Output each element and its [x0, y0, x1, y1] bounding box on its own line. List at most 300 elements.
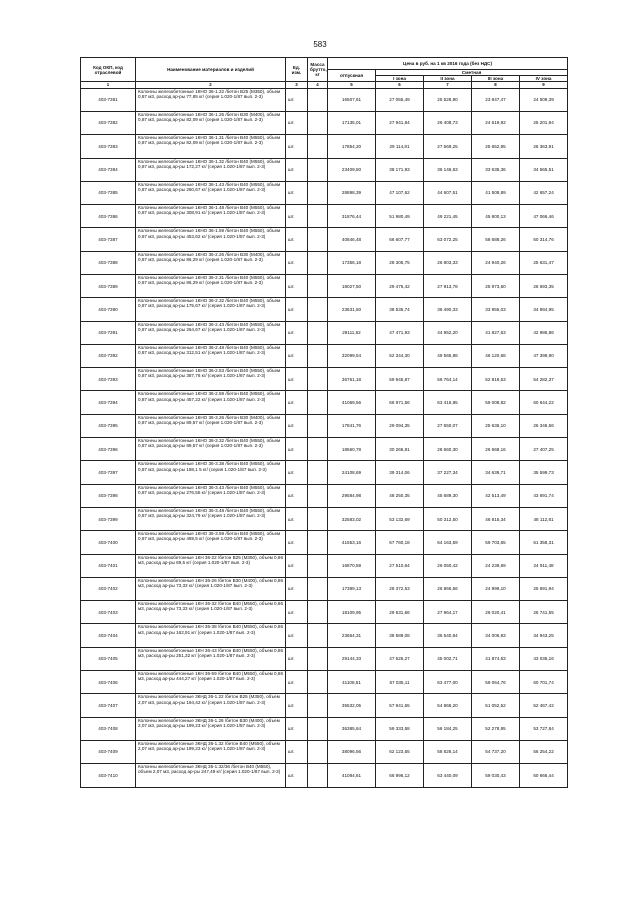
- row-unit: шт.: [286, 414, 308, 437]
- row-zone3-price: 26 668,16: [472, 438, 520, 461]
- row-mass: [308, 694, 328, 717]
- header-zone2: II зона: [424, 76, 472, 82]
- header-zone4: IV зона: [520, 76, 568, 82]
- row-zone4-price: 42 986,86: [520, 321, 568, 344]
- row-zone3-price: 51 052,52: [472, 694, 520, 717]
- row-zone1-price: 38 535,74: [376, 298, 424, 321]
- row-release-price: 31876,44: [328, 205, 376, 228]
- row-code: 403-7382: [81, 111, 136, 134]
- row-zone4-price: 26 363,91: [520, 135, 568, 158]
- row-zone2-price: 56 184,25: [424, 717, 472, 740]
- row-zone1-price: 27 510,64: [376, 554, 424, 577]
- table-row: [81, 228, 568, 251]
- row-mass: [308, 531, 328, 554]
- header-release: отпускная: [328, 70, 376, 82]
- row-zone2-price: 36 490,33: [424, 298, 472, 321]
- row-unit: шт.: [286, 554, 308, 577]
- table-row: [81, 694, 568, 717]
- row-release-price: 38096,56: [328, 740, 376, 763]
- row-mass: [308, 507, 328, 530]
- row-zone3-price: 46 120,68: [472, 344, 520, 367]
- row-zone3-price: 41 508,89: [472, 181, 520, 204]
- row-zone1-price: 30 266,81: [376, 438, 424, 461]
- row-zone1-price: 38 589,08: [376, 624, 424, 647]
- row-zone4-price: 53 727,84: [520, 717, 568, 740]
- row-mass: [308, 111, 328, 134]
- row-unit: шт.: [286, 251, 308, 274]
- row-unit: шт.: [286, 577, 308, 600]
- row-zone2-price: 26 408,73: [424, 111, 472, 134]
- row-unit: шт.: [286, 158, 308, 181]
- row-unit: шт.: [286, 391, 308, 414]
- row-zone4-price: 34 894,95: [520, 298, 568, 321]
- row-zone2-price: 27 550,07: [424, 414, 472, 437]
- row-zone3-price: 52 818,53: [472, 368, 520, 391]
- row-zone1-price: 59 333,58: [376, 717, 424, 740]
- row-unit: шт.: [286, 461, 308, 484]
- row-zone2-price: 27 964,17: [424, 601, 472, 624]
- row-mass: [308, 298, 328, 321]
- row-zone3-price: 26 020,41: [472, 601, 520, 624]
- row-code: 403-7387: [81, 228, 136, 251]
- table-row: [81, 531, 568, 554]
- row-zone3-price: 24 940,26: [472, 251, 520, 274]
- row-mass: [308, 344, 328, 367]
- row-zone2-price: 37 227,34: [424, 461, 472, 484]
- row-zone2-price: 56 764,14: [424, 368, 472, 391]
- column-number: 9: [520, 82, 568, 88]
- row-code: 403-7397: [81, 461, 136, 484]
- row-zone2-price: 54 866,20: [424, 694, 472, 717]
- column-number: 6: [376, 82, 424, 88]
- row-mass: [308, 764, 328, 787]
- row-mass: [308, 671, 328, 694]
- row-zone3-price: 23 847,47: [472, 88, 520, 111]
- row-mass: [308, 205, 328, 228]
- row-name: Колонны железобетонные 1КНО 36-1.59 /бетон В40 (М550), объем 0,87 м3, расход ар-ры 453,62 кг/ (серия 1.020-1/87 вып. 2-3): [136, 228, 286, 251]
- row-unit: шт.: [286, 601, 308, 624]
- row-unit: шт.: [286, 368, 308, 391]
- row-zone1-price: 27 941,84: [376, 111, 424, 134]
- row-name: Колонны железобетонные 1КН 36-22 /бетон В25 (М350), объем 0,86 м3, расход ар-ры 69,5 кг/ (серия 1.020-1/87 вып. 2-3): [136, 554, 286, 577]
- row-release-price: 29144,33: [328, 647, 376, 670]
- row-zone1-price: 66 996,12: [376, 764, 424, 787]
- row-zone4-price: 26 693,35: [520, 274, 568, 297]
- row-zone2-price: 49 221,45: [424, 205, 472, 228]
- row-unit: шт.: [286, 298, 308, 321]
- table-row: [81, 484, 568, 507]
- row-mass: [308, 647, 328, 670]
- row-zone1-price: 29 094,35: [376, 414, 424, 437]
- row-zone1-price: 38 171,93: [376, 158, 424, 181]
- table-row: [81, 251, 568, 274]
- table-row: [81, 391, 568, 414]
- row-mass: [308, 321, 328, 344]
- table-row: [81, 321, 568, 344]
- row-zone4-price: 60 644,22: [520, 391, 568, 414]
- row-code: 403-7408: [81, 717, 136, 740]
- row-zone2-price: 58 826,14: [424, 740, 472, 763]
- row-unit: шт.: [286, 321, 308, 344]
- row-name: Колонны железобетонные 1КНО 36-2.53 /бетон В40 (М550), объем 0,87 м3, расход ар-ры 387,76 кг/ (серия 1.020-1/87 вып. 2-3): [136, 368, 286, 391]
- row-mass: [308, 251, 328, 274]
- row-code: 403-7409: [81, 740, 136, 763]
- row-zone1-price: 39 314,06: [376, 461, 424, 484]
- row-name: Колонны железобетонные 1КНО 36-1.22 /бетон В25 (М350), объем 0,87 м3, расход ар-ры 77,85 кг/ (серия 1.020-1/87 вып. 2-3): [136, 88, 286, 111]
- row-mass: [308, 601, 328, 624]
- row-zone2-price: 63 440,09: [424, 764, 472, 787]
- row-code: 403-7392: [81, 344, 136, 367]
- row-unit: шт.: [286, 484, 308, 507]
- table-row: [81, 298, 568, 321]
- table-row: [81, 507, 568, 530]
- row-zone3-price: 45 800,13: [472, 205, 520, 228]
- row-zone4-price: 52 467,42: [520, 694, 568, 717]
- row-zone3-price: 41 827,63: [472, 321, 520, 344]
- row-release-price: 23631,50: [328, 298, 376, 321]
- row-code: 403-7407: [81, 694, 136, 717]
- row-mass: [308, 740, 328, 763]
- row-zone4-price: 47 398,90: [520, 344, 568, 367]
- row-code: 403-7402: [81, 577, 136, 600]
- column-number: 2: [136, 82, 286, 88]
- table-row: [81, 438, 568, 461]
- row-name: Колонны железобетонные 1КНО 36-2.31 /бетон В40 (М550), объем 0,87 м3, расход ар-ры 86,29 кг/ (серия 1.020-1/87 вып. 2-3): [136, 274, 286, 297]
- row-zone3-price: 33 955,03: [472, 298, 520, 321]
- row-unit: шт.: [286, 135, 308, 158]
- header-price-group: Цена в руб. на 1 кв 2016 года (без НДС): [328, 58, 568, 70]
- table-row: [81, 554, 568, 577]
- row-release-price: 36385,64: [328, 717, 376, 740]
- column-number: 8: [472, 82, 520, 88]
- row-name: Колонны железобетонные 1КНО 36-1.31 /бетон В40 (М550), объем 0,87 м3, расход ар-ры 82,09 кг/ (серия 1.020-1/87 вып. 2-3): [136, 135, 286, 158]
- row-zone1-price: 66 971,56: [376, 391, 424, 414]
- row-zone3-price: 59 064,76: [472, 671, 520, 694]
- row-zone2-price: 45 689,30: [424, 484, 472, 507]
- row-code: 403-7384: [81, 158, 136, 181]
- row-release-price: 41108,51: [328, 671, 376, 694]
- row-zone3-price: 25 973,50: [472, 274, 520, 297]
- header-mass: Масса брутто, кг: [308, 58, 328, 82]
- row-code: 403-7401: [81, 554, 136, 577]
- row-code: 403-7386: [81, 205, 136, 228]
- row-release-price: 40846,48: [328, 228, 376, 251]
- row-zone2-price: 64 163,59: [424, 531, 472, 554]
- row-zone3-price: 41 874,63: [472, 647, 520, 670]
- row-mass: [308, 391, 328, 414]
- row-code: 403-7381: [81, 88, 136, 111]
- row-zone4-price: 54 282,37: [520, 368, 568, 391]
- row-zone1-price: 29 114,81: [376, 135, 424, 158]
- row-mass: [308, 274, 328, 297]
- row-release-price: 17854,20: [328, 135, 376, 158]
- row-zone1-price: 62 123,55: [376, 740, 424, 763]
- row-code: 403-7410: [81, 764, 136, 787]
- row-code: 403-7404: [81, 624, 136, 647]
- row-release-price: 41069,56: [328, 391, 376, 414]
- header-estimate: Сметная: [376, 70, 568, 76]
- row-name: Колонны железобетонные 1КН 36-59 /бетон В40 (М550), объем 0,86 м3, расход ар-ры 444,27 кг/ (серия 1.020-1/87 вып. 2-3): [136, 671, 286, 694]
- row-zone3-price: 59 008,82: [472, 391, 520, 414]
- row-zone4-price: 60 314,76: [520, 228, 568, 251]
- row-name: Колонны железобетонные 1КНО 36-2.59 /бетон В40 (М550), объем 0,87 м3, расход ар-ры 457,22 кг/ (серия 1.020-1/87 вып. 2-3): [136, 391, 286, 414]
- row-release-price: 23664,31: [328, 624, 376, 647]
- row-mass: [308, 181, 328, 204]
- row-zone2-price: 44 952,20: [424, 321, 472, 344]
- row-release-price: 23409,50: [328, 158, 376, 181]
- row-name: Колонны железобетонные 3КНД 36-1.32/36 /бетон В40 (М550), объем 2,07 м3, расход ар-ры 247,49 кг/ (серия 1.020-1/87 вып. 2-3): [136, 764, 286, 787]
- table-row: [81, 88, 568, 111]
- row-name: Колонны железобетонные 1КН 36-26 /бетон В30 (М400), объем 0,86 м3, расход ар-ры 73,33 кг/ (серия 1.020-1/87 вып. 2-3): [136, 577, 286, 600]
- price-table: [80, 57, 568, 788]
- row-unit: шт.: [286, 507, 308, 530]
- row-zone2-price: 26 866,56: [424, 577, 472, 600]
- row-zone1-price: 51 980,49: [376, 205, 424, 228]
- row-code: 403-7395: [81, 414, 136, 437]
- row-zone2-price: 36 146,63: [424, 158, 472, 181]
- row-unit: шт.: [286, 531, 308, 554]
- row-zone4-price: 56 254,22: [520, 740, 568, 763]
- row-code: 403-7405: [81, 647, 136, 670]
- table-row: [81, 135, 568, 158]
- row-code: 403-7393: [81, 368, 136, 391]
- row-release-price: 16507,61: [328, 88, 376, 111]
- row-code: 403-7389: [81, 274, 136, 297]
- row-zone4-price: 34 565,51: [520, 158, 568, 181]
- header-unit: Ед. изм.: [286, 58, 308, 82]
- row-unit: шт.: [286, 717, 308, 740]
- row-name: Колонны железобетонные 1КН 36-43 /бетон В40 (М550), объем 0,86 м3, расход ар-ры 251,32 кг/ (серия 1.020-1/87 вып. 2-3): [136, 647, 286, 670]
- row-name: Колонны железобетонные 1КНО 36-2.32 /бетон В40 (М550), объем 0,87 м3, расход ар-ры 175,67 кг/ (серия 1.020-1/87 вып. 2-3): [136, 298, 286, 321]
- row-unit: шт.: [286, 647, 308, 670]
- row-zone1-price: 52 344,30: [376, 344, 424, 367]
- row-mass: [308, 438, 328, 461]
- table-row: [81, 647, 568, 670]
- row-unit: шт.: [286, 88, 308, 111]
- header-zone1: I зона: [376, 76, 424, 82]
- row-name: Колонны железобетонные 1КНО 36-2.26 /бетон В30 (М400), объем 0,87 м3, расход ар-ры 86,29 кг/ (серия 1.020-1/87 вып. 2-3): [136, 251, 286, 274]
- row-zone4-price: 24 509,39: [520, 88, 568, 111]
- row-zone1-price: 28 305,75: [376, 251, 424, 274]
- row-code: 403-7394: [81, 391, 136, 414]
- row-zone1-price: 48 250,35: [376, 484, 424, 507]
- row-zone3-price: 54 737,20: [472, 740, 520, 763]
- row-zone3-price: 25 636,10: [472, 414, 520, 437]
- row-zone2-price: 63 477,00: [424, 671, 472, 694]
- row-zone2-price: 49 565,98: [424, 344, 472, 367]
- row-code: 403-7396: [81, 438, 136, 461]
- table-row: [81, 577, 568, 600]
- row-code: 403-7390: [81, 298, 136, 321]
- row-mass: [308, 88, 328, 111]
- table-row: [81, 205, 568, 228]
- table-row: [81, 461, 568, 484]
- row-zone1-price: 47 107,62: [376, 181, 424, 204]
- row-code: 403-7400: [81, 531, 136, 554]
- table-row: [81, 344, 568, 367]
- page-number: 583: [313, 40, 327, 49]
- row-name: Колонны железобетонные 1КН 36-32 /бетон В40 (М550), объем 0,86 м3, расход ар-ры 73,33 кг/ (серия 1.020-1/87 вып. 2-3): [136, 601, 286, 624]
- row-release-price: 18109,95: [328, 601, 376, 624]
- column-number: 3: [286, 82, 308, 88]
- row-zone4-price: 60 666,44: [520, 764, 568, 787]
- table-body: [81, 88, 568, 787]
- row-name: Колонны железобетонные 1КНО 36-1.43 /бетон В40 (М550), объем 0,87 м3, расход ар-ры 260,67 кг/ (серия 1.020-1/87 вып. 2-3): [136, 181, 286, 204]
- row-name: Колонны железобетонные 1КНО 36-2.48 /бетон В40 (М550), объем 0,87 м3, расход ар-ры 312,51 кг/ (серия 1.020-1/87 вып. 2-3): [136, 344, 286, 367]
- row-code: 403-7385: [81, 181, 136, 204]
- row-mass: [308, 577, 328, 600]
- row-zone2-price: 26 803,33: [424, 251, 472, 274]
- row-unit: шт.: [286, 205, 308, 228]
- table-row: [81, 181, 568, 204]
- row-name: Колонны железобетонные 1КНО 36-2.43 /бетон В40 (М550), объем 0,87 м3, расход ар-ры 264,67 кг/ (серия 1.020-1/87 вып. 2-3): [136, 321, 286, 344]
- row-release-price: 35532,05: [328, 694, 376, 717]
- header-name: Наименование материалов и изделий: [136, 58, 286, 82]
- row-name: Колонны железобетонные 1КНО 36-3.32 /бетон В40 (М550), объем 0,87 м3, расход ар-ры 89,57 кг/ (серия 1.020-1/87 вып. 2-3): [136, 438, 286, 461]
- row-zone1-price: 59 945,87: [376, 368, 424, 391]
- row-unit: шт.: [286, 111, 308, 134]
- row-zone4-price: 60 701,74: [520, 671, 568, 694]
- row-zone1-price: 53 132,69: [376, 507, 424, 530]
- row-zone3-price: 42 513,49: [472, 484, 520, 507]
- row-name: Колонны железобетонные 3КНД 36-1.26 /бетон В30 (М400), объем 2,07 м3, расход ар-ры 199,23 кг/ (серия 1.020-1/87 вып. 2-3): [136, 717, 286, 740]
- column-number: 1: [81, 82, 136, 88]
- row-release-price: 28898,39: [328, 181, 376, 204]
- row-name: Колонны железобетонные 1КНО 36-3.48 /бетон В40 (М550), объем 0,87 м3, расход ар-ры 324,79 кг/ (серия 1.020-1/87 вып. 2-3): [136, 507, 286, 530]
- table-row: [81, 624, 568, 647]
- row-zone4-price: 25 631,47: [520, 251, 568, 274]
- row-name: Колонны железобетонные 3КНД 36-1.32 /бетон В40 (М550), объем 2,07 м3, расход ар-ры 199,23 кг/ (серия 1.020-1/87 вып. 2-3): [136, 740, 286, 763]
- row-zone4-price: 25 201,94: [520, 111, 568, 134]
- row-release-price: 32099,54: [328, 344, 376, 367]
- row-name: Колонны железобетонные 1КНО 36-3.38 /бетон В40 (М550), объем 0,87 м3, расход ар-ры 188,1 5 кг/ (серия 1.020-1/87 вып. 2-3): [136, 461, 286, 484]
- row-zone4-price: 43 691,74: [520, 484, 568, 507]
- table-row: [81, 740, 568, 763]
- row-code: 403-7383: [81, 135, 136, 158]
- row-mass: [308, 228, 328, 251]
- row-zone3-price: 24 239,69: [472, 554, 520, 577]
- row-zone1-price: 66 607,77: [376, 228, 424, 251]
- row-zone4-price: 43 035,16: [520, 647, 568, 670]
- row-unit: шт.: [286, 740, 308, 763]
- column-number: 5: [328, 82, 376, 88]
- table-row: [81, 717, 568, 740]
- row-unit: шт.: [286, 671, 308, 694]
- row-zone2-price: 36 540,84: [424, 624, 472, 647]
- row-name: Колонны железобетонные 1КНО 36-3.26 /бетон В30 (М400), объем 0,87 м3, расход ар-ры 89,57 кг/ (серия 1.020-1/87 вып. 2-3): [136, 414, 286, 437]
- row-mass: [308, 414, 328, 437]
- row-zone2-price: 26 050,42: [424, 554, 472, 577]
- row-zone2-price: 28 660,30: [424, 438, 472, 461]
- row-release-price: 16870,58: [328, 554, 376, 577]
- row-name: Колонны железобетонные 1КНО 36-1.48 /бетон В40 (М550), объем 0,87 м3, расход ар-ры 308,91 кг/ (серия 1.020-1/87 вып. 2-3): [136, 205, 286, 228]
- row-zone3-price: 33 635,36: [472, 158, 520, 181]
- row-zone2-price: 25 528,90: [424, 88, 472, 111]
- row-name: Колонны железобетонные 1КНО 36-1.26 /бетон В30 (М400), объем 0,87 м3, расход ар-ры 82,09 кг/ (серия 1.020-1/87 вып. 2-3): [136, 111, 286, 134]
- row-code: 403-7388: [81, 251, 136, 274]
- table-row: [81, 414, 568, 437]
- row-unit: шт.: [286, 764, 308, 787]
- row-release-price: 18560,78: [328, 438, 376, 461]
- row-zone3-price: 34 639,71: [472, 461, 520, 484]
- row-zone3-price: 58 688,26: [472, 228, 520, 251]
- table-header: [81, 58, 568, 89]
- table-row: [81, 671, 568, 694]
- row-code: 403-7398: [81, 484, 136, 507]
- row-name: Колонны железобетонные 1КНО 36-1.32 /бетон В40 (М550), объем 0,87 м3, расход ар-ры 172,27 кг/ (серия 1.020-1/87 вып. 2-3): [136, 158, 286, 181]
- row-name: Колонны железобетонные 3КНД 36-1.22 /бетон В25 (М350), объем 2,07 м3, расход ар-ры 194,42 кг/ (серия 1.020-1/87 вып. 2-3): [136, 694, 286, 717]
- row-zone1-price: 47 525,27: [376, 647, 424, 670]
- row-zone2-price: 63 416,85: [424, 391, 472, 414]
- row-unit: шт.: [286, 274, 308, 297]
- row-unit: шт.: [286, 228, 308, 251]
- row-release-price: 17356,18: [328, 251, 376, 274]
- row-name: Колонны железобетонные 1КНО 36-3.43 /бетон В40 (М550), объем 0,87 м3, расход ар-ры 276,55 кг/ (серия 1.020-1/87 вып. 2-3): [136, 484, 286, 507]
- column-number: 7: [424, 82, 472, 88]
- row-zone3-price: 24 999,10: [472, 577, 520, 600]
- row-zone2-price: 27 913,78: [424, 274, 472, 297]
- row-release-price: 32583,02: [328, 507, 376, 530]
- column-number: 4: [308, 82, 328, 88]
- row-zone1-price: 67 760,18: [376, 531, 424, 554]
- row-name: Колонны железобетонные 1КНО 36-3.59 /бетон В40 (М550), объем 0,87 м3, расход ар-ры 469,5 кг/ (серия 1.020-1/87 вып. 2-3): [136, 531, 286, 554]
- row-release-price: 36761,18: [328, 368, 376, 391]
- row-release-price: 17135,01: [328, 111, 376, 134]
- row-code: 403-7391: [81, 321, 136, 344]
- row-mass: [308, 158, 328, 181]
- row-unit: шт.: [286, 181, 308, 204]
- row-code: 403-7406: [81, 671, 136, 694]
- row-zone4-price: 25 691,94: [520, 577, 568, 600]
- row-unit: шт.: [286, 344, 308, 367]
- row-zone3-price: 46 815,34: [472, 507, 520, 530]
- row-zone4-price: 26 346,56: [520, 414, 568, 437]
- row-zone3-price: 34 006,93: [472, 624, 520, 647]
- row-zone3-price: 52 278,95: [472, 717, 520, 740]
- row-unit: шт.: [286, 624, 308, 647]
- row-zone2-price: 44 607,51: [424, 181, 472, 204]
- row-zone4-price: 24 911,48: [520, 554, 568, 577]
- row-zone4-price: 26 741,55: [520, 601, 568, 624]
- row-zone3-price: 59 030,43: [472, 764, 520, 787]
- row-zone1-price: 29 476,42: [376, 274, 424, 297]
- row-mass: [308, 461, 328, 484]
- row-zone1-price: 57 941,65: [376, 694, 424, 717]
- table-row: [81, 764, 568, 787]
- row-zone4-price: 48 112,81: [520, 507, 568, 530]
- table-row: [81, 111, 568, 134]
- row-zone1-price: 29 531,66: [376, 601, 424, 624]
- row-release-price: 18027,50: [328, 274, 376, 297]
- row-zone4-price: 42 657,24: [520, 181, 568, 204]
- row-zone3-price: 59 703,65: [472, 531, 520, 554]
- row-mass: [308, 135, 328, 158]
- table-row: [81, 601, 568, 624]
- row-zone4-price: 61 358,31: [520, 531, 568, 554]
- row-zone2-price: 63 072,25: [424, 228, 472, 251]
- row-release-price: 41084,61: [328, 764, 376, 787]
- row-zone1-price: 28 372,53: [376, 577, 424, 600]
- row-zone3-price: 25 652,95: [472, 135, 520, 158]
- row-mass: [308, 624, 328, 647]
- row-mass: [308, 368, 328, 391]
- row-zone2-price: 27 569,25: [424, 135, 472, 158]
- row-name: Колонны железобетонные 1КН 36-38 /бетон В40 (М550), объем 0,86 м3, расход ар-ры 162,91 кг/ (серия 1.020-1/87 вып. 2-3): [136, 624, 286, 647]
- row-mass: [308, 484, 328, 507]
- row-code: 403-7403: [81, 601, 136, 624]
- row-release-price: 24108,69: [328, 461, 376, 484]
- row-mass: [308, 717, 328, 740]
